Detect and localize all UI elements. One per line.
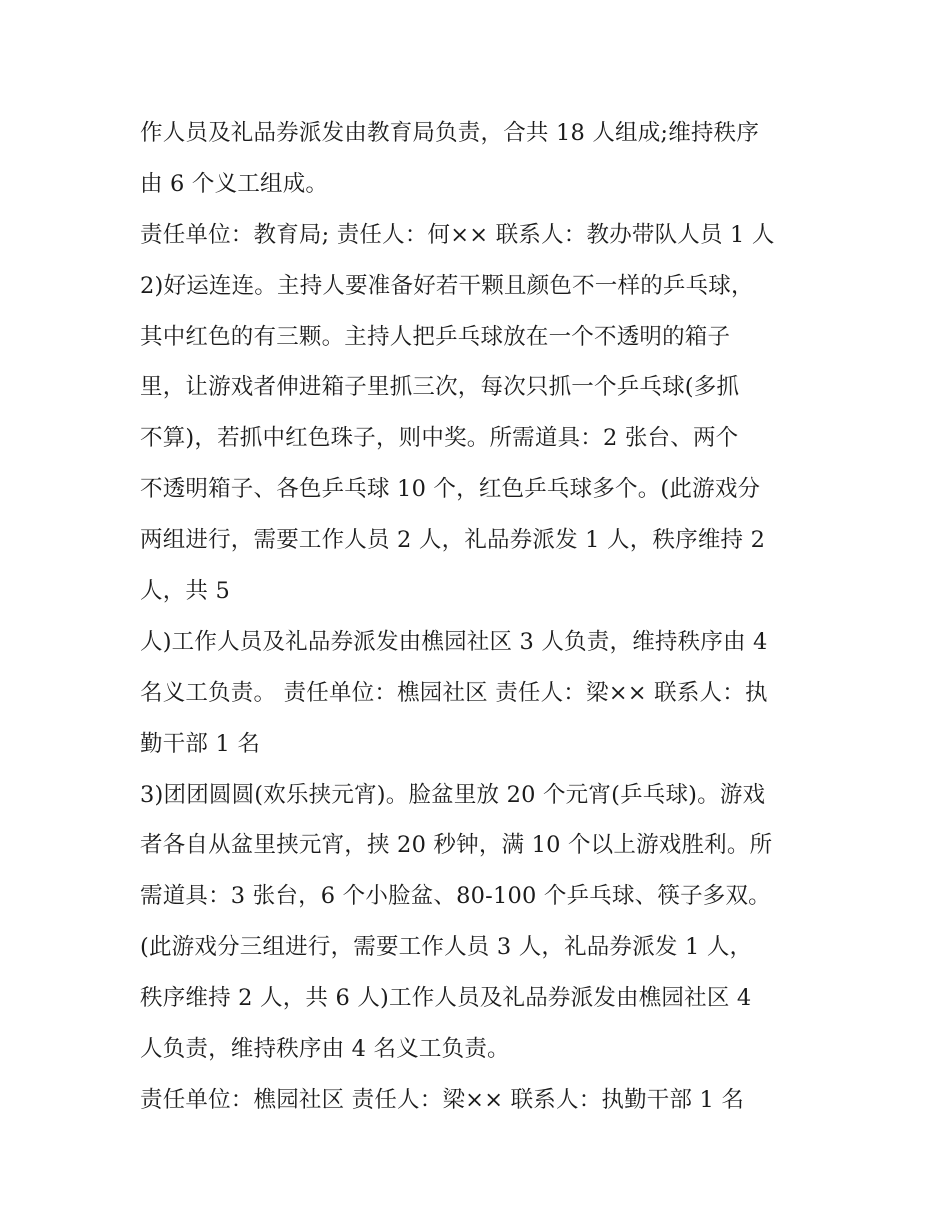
text-line: 3)团团圆圆(欢乐挟元宵)。脸盆里放 20 个元宵(乒乓球)。游戏	[140, 781, 766, 808]
text-line: 其中红色的有三颗。主持人把乒乓球放在一个不透明的箱子	[140, 323, 731, 350]
text-line: 者各自从盆里挟元宵，挟 20 秒钟，满 10 个以上游戏胜利。所	[140, 832, 773, 859]
text-line: 人)工作人员及礼品券派发由樵园社区 3 人负责，维持秩序由 4	[140, 628, 768, 655]
text-line: 里，让游戏者伸进箱子里抓三次，每次只抓一个乒乓球(多抓	[140, 374, 740, 401]
document-body	[140, 108, 860, 1126]
text-line: 人，共 5	[140, 578, 230, 605]
text-line: 不透明箱子、各色乒乓球 10 个，红色乒乓球多个。(此游戏分	[140, 476, 761, 503]
text-line: 作人员及礼品券派发由教育局负责，合共 18 人组成;维持秩序	[140, 120, 760, 146]
text-line: 秩序维持 2 人，共 6 人)工作人员及礼品券派发由樵园社区 4	[140, 985, 752, 1012]
text-line: 勤干部 1 名	[140, 730, 261, 757]
text-line: 2)好运连连。主持人要准备好若干颗且颜色不一样的乒乓球，	[140, 272, 754, 299]
text-line: (此游戏分三组进行，需要工作人员 3 人，礼品券派发 1 人，	[140, 934, 753, 961]
text-line: 责任单位：樵园社区 责任人：梁×× 联系人：执勤干部 1 名	[140, 1086, 745, 1113]
text-line: 名义工负责。 责任单位：樵园社区 责任人：梁×× 联系人：执	[140, 679, 768, 706]
text-line: 需道具：3 张台，6 个小脸盆、80-100 个乒乓球、筷子多双。	[140, 883, 771, 910]
text-line: 不算)，若抓中红色珠子，则中奖。所需道具：2 张台、两个	[140, 425, 739, 452]
text-line: 人负责，维持秩序由 4 名义工负责。	[140, 1036, 510, 1063]
text-line: 两组进行，需要工作人员 2 人，礼品券派发 1 人，秩序维持 2	[140, 527, 766, 554]
text-line: 由 6 个义工组成。	[140, 170, 329, 197]
text-line: 责任单位：教育局; 责任人：何×× 联系人：教办带队人员 1 人	[140, 221, 775, 248]
